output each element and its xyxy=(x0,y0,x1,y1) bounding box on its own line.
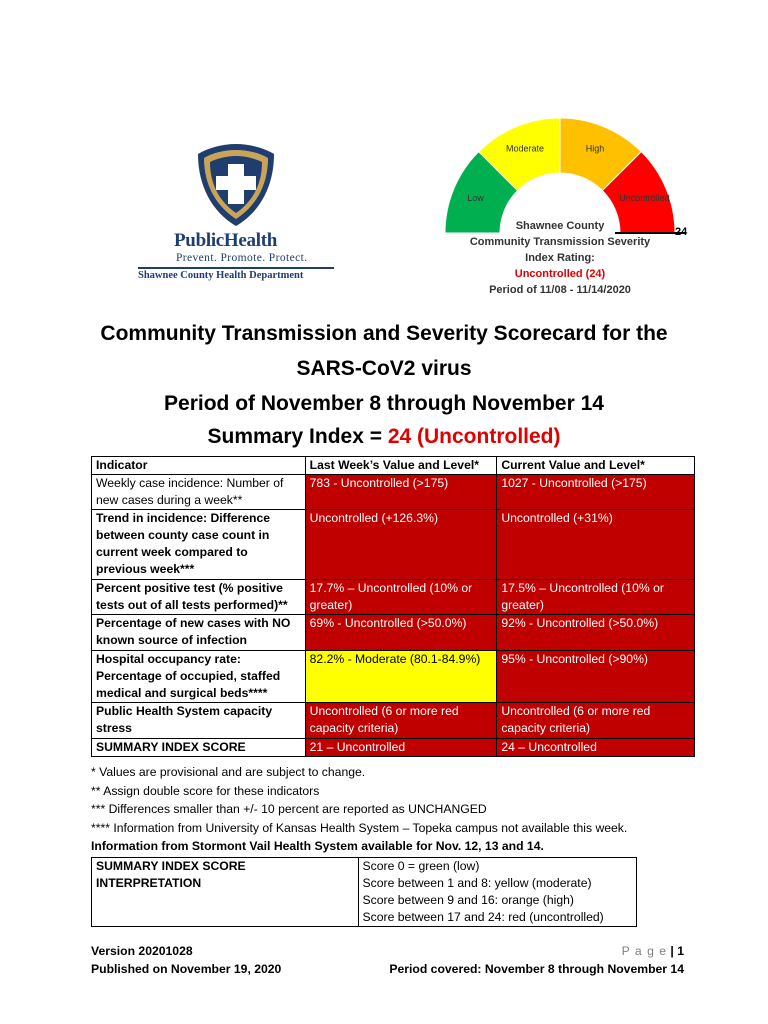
table-row xyxy=(92,739,695,757)
table-row xyxy=(92,580,695,615)
footnote: **** Information from University of Kansas Health System – Topeka campus not available this week. xyxy=(91,820,628,835)
interpretation-line: Score between 9 and 16: orange (high) xyxy=(362,893,574,907)
shield-icon xyxy=(194,140,278,228)
table-row xyxy=(92,510,695,580)
footer-page: P a g e | 1 xyxy=(621,944,684,958)
gauge-segment-label: Low xyxy=(467,192,484,203)
last-week-cell: 21 – Uncontrolled xyxy=(305,739,497,757)
interpretation-label: SUMMARY INDEX SCORE INTERPRETATION xyxy=(92,858,359,927)
indicator-cell: Trend in incidence: Difference between county case count in current week compared to previous week*** xyxy=(92,510,306,580)
current-cell: 95% - Uncontrolled (>90%) xyxy=(497,651,695,703)
interpretation-values xyxy=(358,858,636,927)
footer-period: Period covered: November 8 through November 14 xyxy=(389,962,684,976)
gauge-segment-label: Uncontrolled xyxy=(619,192,670,203)
interpretation-line: Score 0 = green (low) xyxy=(362,859,480,873)
page-title-line1: Community Transmission and Severity Scorecard for the xyxy=(100,322,668,345)
table-row xyxy=(92,703,695,739)
page-number: 1 xyxy=(677,944,684,958)
gauge-segment-label: Moderate xyxy=(505,143,545,154)
indicator-cell: Percentage of new cases with NO known source of infection xyxy=(92,615,306,651)
indicator-cell: Hospital occupancy rate: Percentage of occupied, staffed medical and surgical beds**** xyxy=(92,651,306,703)
gauge-county: Shawnee County xyxy=(515,220,605,232)
indicator-cell: Percent positive test (% positive tests out of all tests performed)** xyxy=(92,580,306,615)
summary-index-prefix: Summary Index = xyxy=(207,425,388,448)
current-cell: 92% - Uncontrolled (>50.0%) xyxy=(497,615,695,651)
last-week-cell: 783 - Uncontrolled (>175) xyxy=(305,475,497,510)
severity-gauge xyxy=(425,105,695,305)
table-row xyxy=(92,475,695,510)
scorecard-table xyxy=(91,456,695,757)
indicator-cell: SUMMARY INDEX SCORE xyxy=(92,739,306,757)
page-label: P a g e xyxy=(621,944,668,958)
footnote: *** Differences smaller than +/- 10 percent are reported as UNCHANGED xyxy=(91,802,487,816)
footnote: * Values are provisional and are subject to change. xyxy=(91,765,366,779)
footer-version: Version 20201028 xyxy=(91,944,193,958)
logo-tagline: Prevent. Promote. Protect. xyxy=(176,252,308,264)
logo-title: PublicHealth xyxy=(174,230,278,251)
gauge-period: Period of 11/08 - 11/14/2020 xyxy=(489,284,631,296)
footnote: Information from Stormont Vail Health System available for Nov. 12, 13 and 14. xyxy=(91,839,544,853)
gauge-index-label: Index Rating: xyxy=(525,252,595,264)
current-cell: 17.5% – Uncontrolled (10% or greater) xyxy=(497,580,695,615)
gauge-heading: Community Transmission Severity xyxy=(469,236,651,248)
column-header: Current Value and Level* xyxy=(497,457,695,475)
gauge-value: 24 xyxy=(675,226,688,238)
public-health-logo xyxy=(136,140,336,285)
logo-divider xyxy=(138,267,334,269)
gauge-segment-label: High xyxy=(585,143,605,154)
table-header-row xyxy=(92,457,695,475)
last-week-cell: Uncontrolled (+126.3%) xyxy=(305,510,497,580)
last-week-cell: Uncontrolled (6 or more red capacity criteria) xyxy=(305,703,497,739)
current-cell: Uncontrolled (+31%) xyxy=(497,510,695,580)
last-week-cell: 82.2% - Moderate (80.1-84.9%) xyxy=(305,651,497,703)
table-row xyxy=(92,651,695,703)
indicator-cell: Weekly case incidence: Number of new cases during a week** xyxy=(92,475,306,510)
logo-department: Shawnee County Health Department xyxy=(138,270,304,281)
footer-published: Published on November 19, 2020 xyxy=(91,962,282,976)
last-week-cell: 69% - Uncontrolled (>50.0%) xyxy=(305,615,497,651)
summary-index-heading xyxy=(0,425,768,449)
last-week-cell: 17.7% – Uncontrolled (10% or greater) xyxy=(305,580,497,615)
gauge-rating: Uncontrolled (24) xyxy=(514,268,606,280)
column-header: Last Week’s Value and Level* xyxy=(305,457,497,475)
summary-index-value: 24 (Uncontrolled) xyxy=(387,425,561,448)
current-cell: 1027 - Uncontrolled (>175) xyxy=(497,475,695,510)
indicator-cell: Public Health System capacity stress xyxy=(92,703,306,739)
page-title-line2: SARS-CoV2 virus xyxy=(296,357,472,380)
table-row xyxy=(92,858,637,927)
interpretation-table xyxy=(91,857,637,927)
interpretation-line: Score between 1 and 8: yellow (moderate) xyxy=(362,876,592,890)
column-header: Indicator xyxy=(92,457,306,475)
footnotes xyxy=(91,763,627,856)
footnote: ** Assign double score for these indicators xyxy=(91,783,320,798)
table-row xyxy=(92,615,695,651)
interpretation-line: Score between 17 and 24: red (uncontrolled) xyxy=(362,910,604,924)
page-title-period: Period of November 8 through November 14 xyxy=(164,392,604,415)
current-cell: Uncontrolled (6 or more red capacity criteria) xyxy=(497,703,695,739)
current-cell: 24 – Uncontrolled xyxy=(497,739,695,757)
